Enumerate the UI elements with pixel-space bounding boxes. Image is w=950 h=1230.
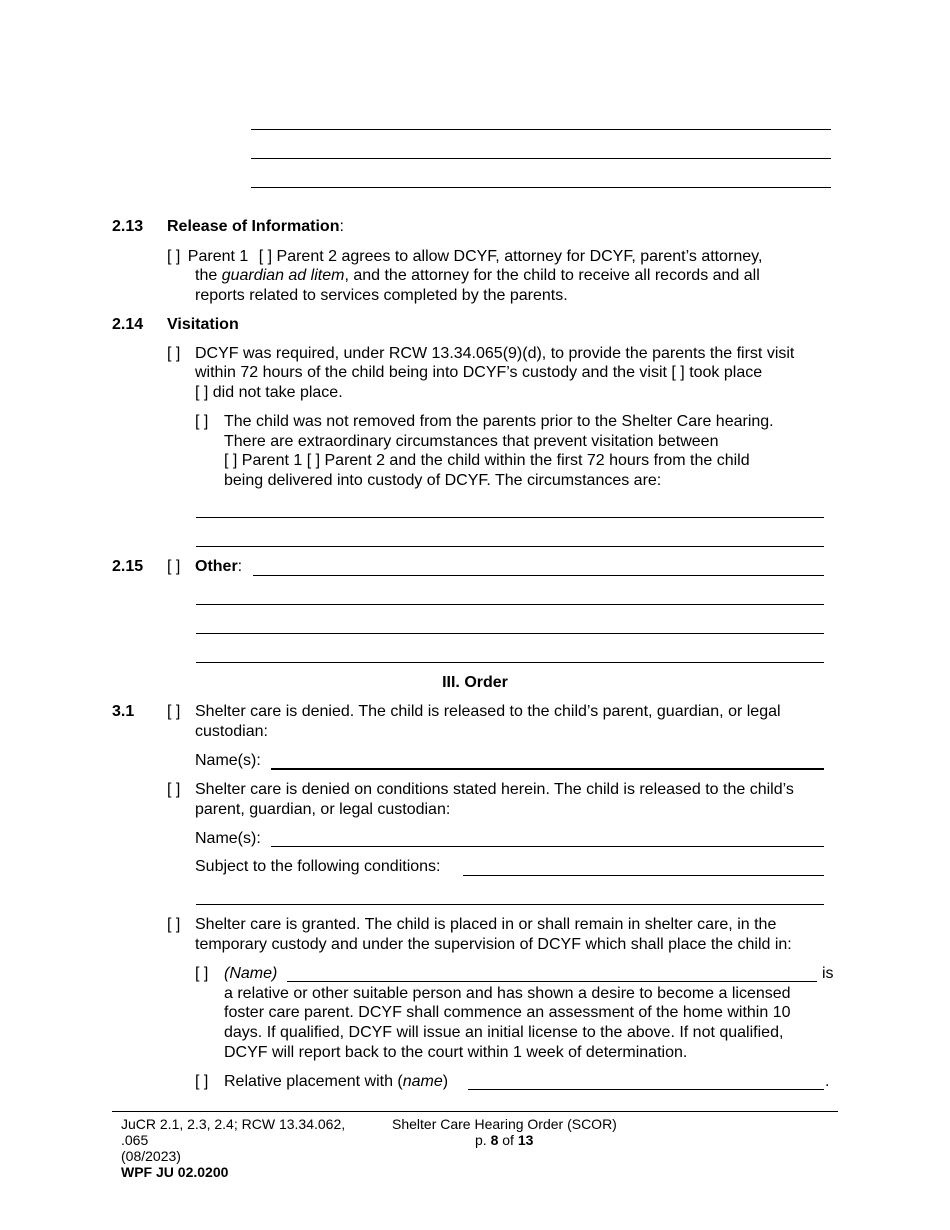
visit-line-1: DCYF was required, under RCW 13.34.065(9)(d), to provide the parents the first visit [195, 345, 795, 362]
text: of [498, 1132, 518, 1148]
section-number: 2.15 [112, 558, 144, 575]
names-line[interactable] [271, 846, 824, 847]
blank-line[interactable] [251, 187, 831, 188]
placement-line-2: a relative or other suitable person and has shown a desire to become a licensed [224, 985, 791, 1002]
section-title-text: Release of Information [167, 218, 340, 235]
placement-line-3: foster care parent. DCYF shall commence an assessment of the home within 10 [224, 1004, 791, 1021]
granted-line-2: temporary custody and under the supervision of DCYF which shall place the child in: [195, 936, 792, 953]
name-italic: name [402, 1073, 443, 1090]
blank-line[interactable] [251, 158, 831, 159]
circ-line-4: being delivered into custody of DCYF. The circumstances are: [224, 472, 662, 489]
checkbox[interactable]: [ ] [195, 1073, 209, 1090]
page-total: 13 [517, 1132, 534, 1148]
relative-name-line[interactable] [468, 1089, 824, 1090]
names-line[interactable] [271, 768, 824, 770]
names-label: Name(s): [195, 752, 261, 769]
footer-citation-2: .065 [121, 1132, 149, 1148]
footer-divider [112, 1111, 838, 1112]
footer-page-number [475, 1132, 533, 1148]
release-line-2 [195, 266, 760, 286]
granted-line-1: Shelter care is granted. The child is placed in or shall remain in shelter care, in the [195, 916, 777, 933]
relative-placement-label [224, 1072, 448, 1092]
gal-text: guardian ad litem [221, 267, 345, 284]
colon: : [237, 558, 243, 575]
placement-name-line[interactable] [287, 981, 817, 982]
section-number: 2.14 [112, 316, 144, 333]
section-number: 3.1 [112, 703, 135, 720]
colon: : [339, 218, 344, 235]
order-heading: III. Order [442, 674, 508, 691]
page-current: 8 [490, 1132, 499, 1148]
blank-line[interactable] [196, 904, 824, 905]
denied-line-2: custodian: [195, 723, 268, 740]
other-label-text: Other [195, 558, 238, 575]
placement-line-5: DCYF will report back to the court within 1 week of determination. [224, 1044, 688, 1061]
footer-citation-1: JuCR 2.1, 2.3, 2.4; RCW 13.34.062, [121, 1116, 346, 1132]
text: p. [475, 1132, 491, 1148]
checkbox[interactable]: [ ] [195, 965, 209, 982]
blank-line[interactable] [196, 633, 824, 634]
blank-line[interactable] [196, 546, 824, 547]
footer-form-number: WPF JU 02.0200 [121, 1164, 229, 1180]
release-line-1 [167, 247, 762, 267]
blank-line[interactable] [196, 604, 824, 605]
conditions-label: Subject to the following conditions: [195, 858, 441, 875]
checkbox[interactable]: [ ] [195, 413, 209, 430]
blank-line[interactable] [196, 662, 824, 663]
section-title: Visitation [167, 316, 239, 333]
text: Relative placement with ( [224, 1073, 403, 1090]
checkbox[interactable]: [ ] [167, 781, 181, 798]
text: ) [442, 1073, 449, 1090]
name-italic-label: (Name) [224, 965, 278, 982]
footer-form-title: Shelter Care Hearing Order (SCOR) [392, 1116, 617, 1132]
checkbox[interactable]: [ ] [167, 248, 181, 265]
blank-line[interactable] [251, 129, 831, 130]
other-blank-line[interactable] [253, 575, 824, 576]
checkbox[interactable]: [ ] [167, 703, 181, 720]
text: the [195, 267, 222, 284]
circ-line-3: [ ] Parent 1 [ ] Parent 2 and the child within the first 72 hours from the child [224, 452, 750, 469]
circ-line-2: There are extraordinary circumstances that prevent visitation between [224, 433, 719, 450]
checkbox[interactable]: [ ] [258, 248, 273, 265]
checkbox[interactable]: [ ] [167, 345, 181, 362]
parent1-label: Parent 1 [187, 248, 249, 265]
release-line-3: reports related to services completed by the parents. [195, 287, 568, 304]
placement-line-4: days. If qualified, DCYF will issue an initial license to the above. If not qualified, [224, 1024, 784, 1041]
checkbox[interactable]: [ ] [167, 916, 181, 933]
footer-date: (08/2023) [121, 1148, 181, 1164]
checkbox[interactable]: [ ] [167, 558, 181, 575]
text: , and the attorney for the child to receive all records and all [344, 267, 760, 284]
denied-line-1: Shelter care is denied. The child is released to the child’s parent, guardian, or legal [195, 703, 781, 720]
section-title [167, 217, 344, 237]
visit-line-3: [ ] did not take place. [195, 384, 343, 401]
conditional-line-2: parent, guardian, or legal custodian: [195, 801, 451, 818]
conditions-line[interactable] [463, 875, 824, 876]
names-label: Name(s): [195, 830, 261, 847]
visit-line-2: within 72 hours of the child being into DCYF’s custody and the visit [ ] took place [195, 364, 763, 381]
period: . [825, 1073, 830, 1090]
other-label [195, 557, 242, 577]
blank-line[interactable] [196, 517, 824, 518]
release-text: Parent 2 agrees to allow DCYF, attorney for DCYF, parent’s attorney, [276, 248, 763, 265]
conditional-line-1: Shelter care is denied on conditions stated herein. The child is released to the child’s [195, 781, 794, 798]
section-number: 2.13 [112, 218, 144, 235]
circ-line-1: The child was not removed from the parents prior to the Shelter Care hearing. [224, 413, 774, 430]
is-text: is [822, 965, 834, 982]
